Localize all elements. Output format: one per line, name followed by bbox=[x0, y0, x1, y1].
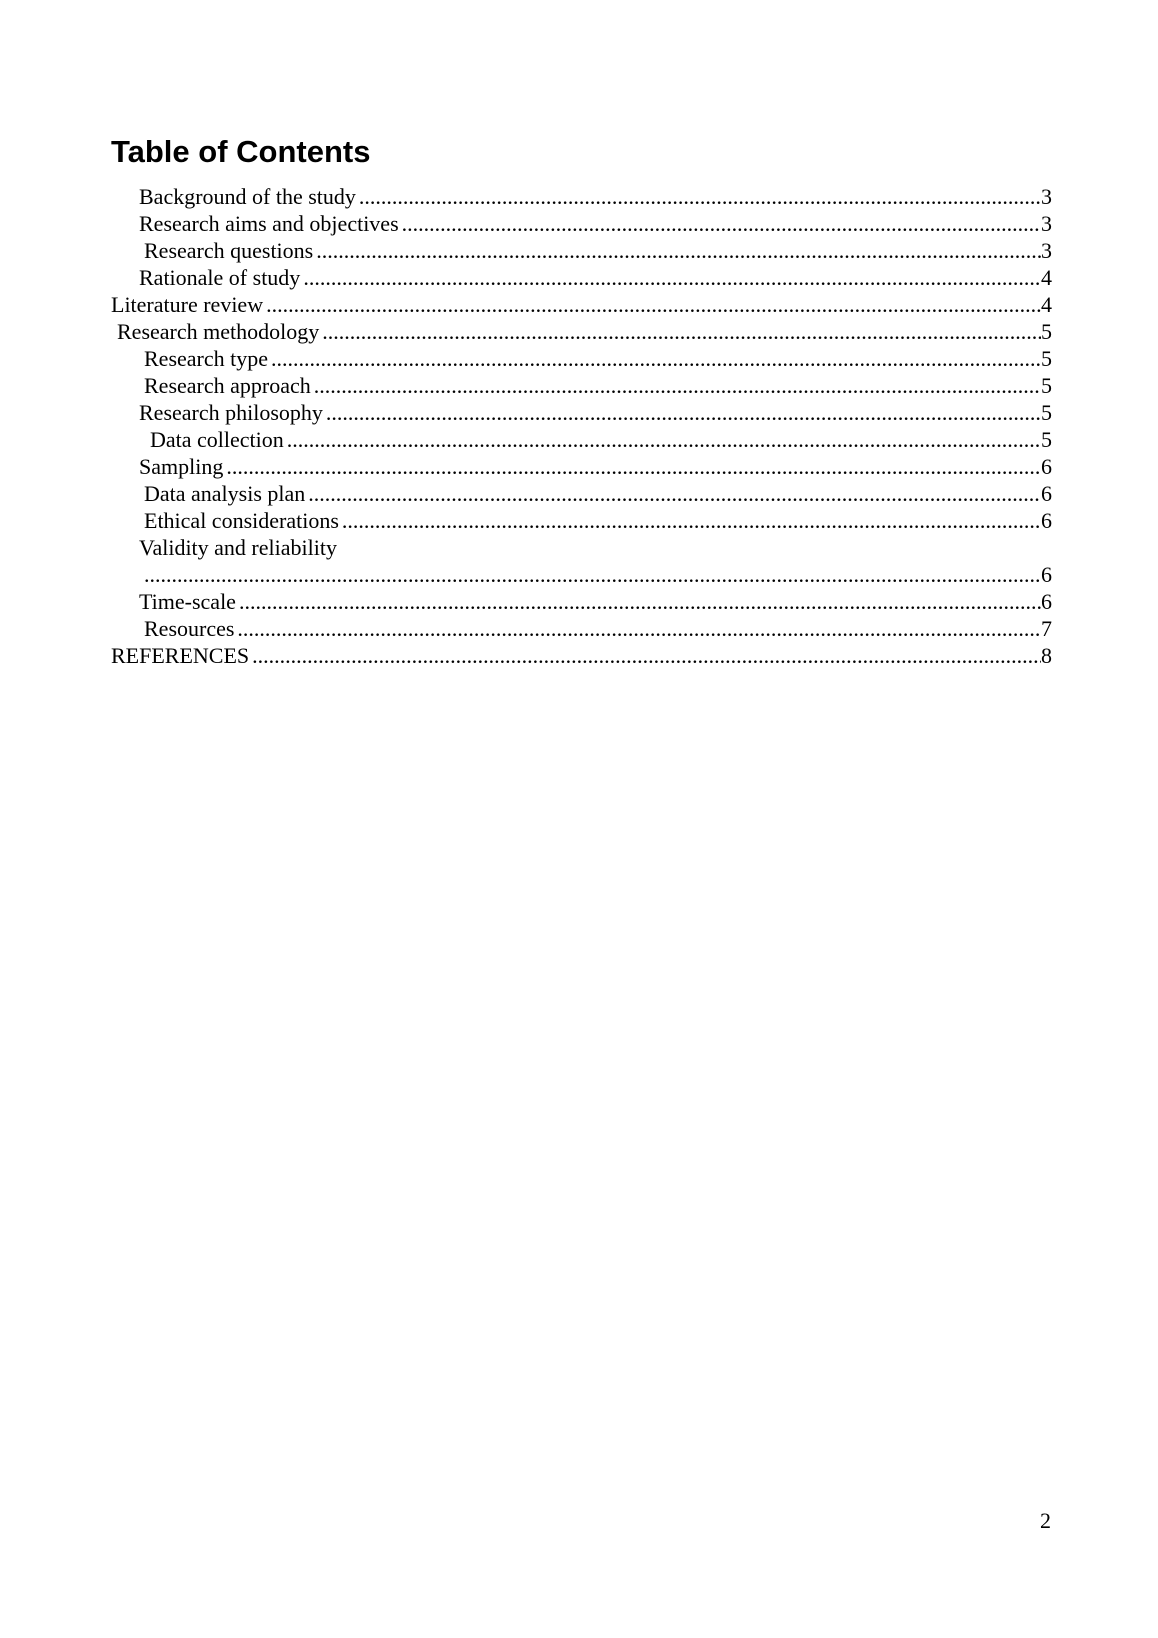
toc-entry-title: Data analysis plan bbox=[144, 481, 306, 506]
toc-entry-page-number: 8 bbox=[1041, 643, 1052, 668]
toc-entry[interactable] bbox=[111, 588, 1052, 615]
toc-entry[interactable] bbox=[111, 372, 1052, 399]
toc-entry-leader-line bbox=[111, 561, 1052, 588]
toc-entry-page-number: 5 bbox=[1041, 319, 1052, 344]
toc-entry[interactable] bbox=[111, 318, 1052, 345]
toc-entry-page-number: 6 bbox=[1041, 454, 1052, 479]
toc-dot-leader bbox=[237, 615, 1041, 642]
toc-entry[interactable] bbox=[111, 534, 1052, 588]
toc-entry-page-number: 6 bbox=[1041, 562, 1052, 587]
toc-entry-title: Research type bbox=[144, 346, 268, 371]
toc-dot-leader bbox=[316, 237, 1041, 264]
toc-entry-title: Research methodology bbox=[117, 319, 320, 344]
toc-entry-page-number: 5 bbox=[1041, 346, 1052, 371]
toc-entry[interactable] bbox=[111, 183, 1052, 210]
toc-dot-leader bbox=[271, 345, 1041, 372]
toc-entry-title: Ethical considerations bbox=[144, 508, 339, 533]
toc-entry-title: Resources bbox=[144, 616, 235, 641]
toc-entry-title: Validity and reliability bbox=[139, 535, 337, 560]
toc-entry[interactable] bbox=[111, 210, 1052, 237]
toc-entry-title: Rationale of study bbox=[139, 265, 301, 290]
toc-entry-title: REFERENCES bbox=[111, 643, 250, 668]
toc-entry-page-number: 5 bbox=[1041, 400, 1052, 425]
page-number: 2 bbox=[1040, 1508, 1051, 1533]
toc-heading: Table of Contents bbox=[111, 134, 371, 169]
toc-entry[interactable] bbox=[111, 264, 1052, 291]
toc-dot-leader bbox=[144, 561, 1041, 588]
toc-entry-title: Research aims and objectives bbox=[139, 211, 399, 236]
toc-dot-leader bbox=[314, 372, 1041, 399]
toc-entry[interactable] bbox=[111, 291, 1052, 318]
toc-dot-leader bbox=[252, 642, 1041, 669]
toc-entry-page-number: 4 bbox=[1041, 265, 1052, 290]
toc-entry[interactable] bbox=[111, 399, 1052, 426]
toc-entry[interactable] bbox=[111, 615, 1052, 642]
toc-entry-page-number: 6 bbox=[1041, 589, 1052, 614]
toc-entry-page-number: 5 bbox=[1041, 427, 1052, 452]
toc-list bbox=[111, 183, 1052, 669]
toc-entry-page-number: 3 bbox=[1041, 211, 1052, 236]
toc-dot-leader bbox=[326, 399, 1041, 426]
toc-entry[interactable] bbox=[111, 426, 1052, 453]
toc-entry-page-number: 5 bbox=[1041, 373, 1052, 398]
toc-entry[interactable] bbox=[111, 237, 1052, 264]
toc-dot-leader bbox=[402, 210, 1041, 237]
toc-entry[interactable] bbox=[111, 507, 1052, 534]
toc-dot-leader bbox=[359, 183, 1041, 210]
toc-entry-title: Research approach bbox=[144, 373, 311, 398]
toc-entry-page-number: 7 bbox=[1041, 616, 1052, 641]
toc-entry-page-number: 4 bbox=[1041, 292, 1052, 317]
toc-entry-title: Time-scale bbox=[139, 589, 236, 614]
toc-entry[interactable] bbox=[111, 453, 1052, 480]
toc-entry-page-number: 6 bbox=[1041, 481, 1052, 506]
toc-dot-leader bbox=[303, 264, 1041, 291]
toc-entry-page-number: 3 bbox=[1041, 184, 1052, 209]
toc-entry-title: Background of the study bbox=[139, 184, 356, 209]
toc-dot-leader bbox=[287, 426, 1041, 453]
toc-entry-title: Research questions bbox=[144, 238, 314, 263]
toc-entry[interactable] bbox=[111, 345, 1052, 372]
toc-dot-leader bbox=[226, 453, 1041, 480]
toc-dot-leader bbox=[308, 480, 1041, 507]
toc-dot-leader bbox=[322, 318, 1041, 345]
toc-entry-title: Literature review bbox=[111, 292, 264, 317]
toc-entry-page-number: 3 bbox=[1041, 238, 1052, 263]
toc-dot-leader bbox=[342, 507, 1041, 534]
toc-entry-title: Research philosophy bbox=[139, 400, 323, 425]
toc-entry-title: Data collection bbox=[150, 427, 284, 452]
toc-entry-page-number: 6 bbox=[1041, 508, 1052, 533]
toc-entry-title: Sampling bbox=[139, 454, 224, 479]
toc-entry[interactable] bbox=[111, 642, 1052, 669]
toc-dot-leader bbox=[266, 291, 1041, 318]
toc-entry[interactable] bbox=[111, 480, 1052, 507]
toc-dot-leader bbox=[239, 588, 1041, 615]
